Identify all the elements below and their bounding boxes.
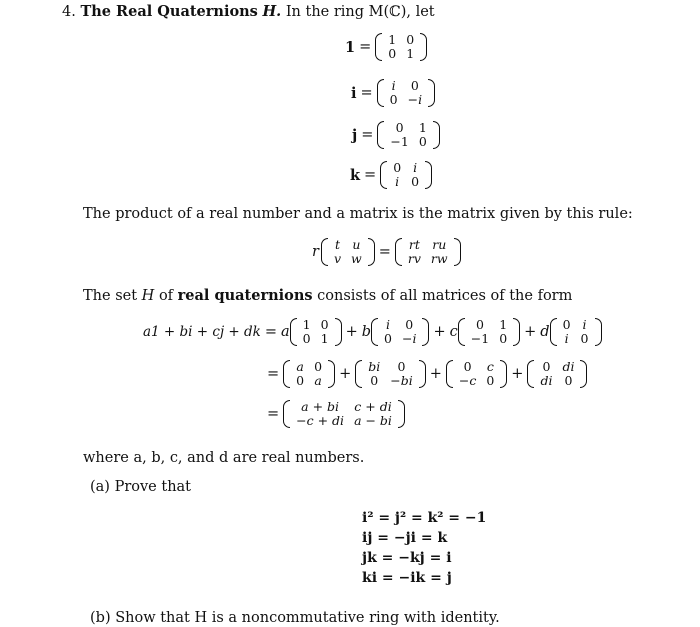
expansion-line-3: = a + bi c + di −c + di a − bi: [263, 400, 405, 428]
matrix-cell: 0: [475, 317, 484, 332]
matrix-cell: 0: [395, 120, 404, 135]
matrix-cell: u: [352, 237, 361, 252]
scalar-rule-text: The product of a real number and a matrix is the matrix given by this rule:: [83, 206, 633, 222]
matrix-cell: 0: [397, 359, 406, 374]
part-a-label: (a) Prove that: [90, 479, 192, 495]
matrix-cell: 1: [499, 317, 508, 332]
matrix-cell: −i: [407, 92, 423, 107]
matrix-cell: t: [334, 237, 340, 252]
problem-title: The Real Quaternions: [80, 3, 258, 20]
where-text: where a, b, c, and d are real numbers.: [83, 450, 365, 466]
identity-line: i² = j² = k² = −1: [362, 510, 487, 526]
unit-k-equation: k = 0 i i 0: [350, 161, 432, 189]
matrix-cell: 0: [302, 331, 311, 346]
matrix-cell: i: [564, 331, 569, 346]
matrix-cell: di: [540, 373, 553, 388]
matrix-c-part: [446, 360, 507, 388]
matrix-cell: 0: [564, 373, 573, 388]
matrix-cell: ru: [432, 237, 447, 252]
matrix-b-part: [355, 360, 425, 388]
matrix-cell: 0: [410, 78, 419, 93]
matrix-cell: 0: [388, 46, 397, 61]
matrix-cell: v: [333, 251, 341, 266]
identity-line: ki = −ik = j: [362, 570, 452, 586]
matrix-cell: 0: [384, 331, 392, 346]
matrix-cell: 0: [463, 359, 472, 374]
matrix-cell: di: [562, 359, 575, 374]
unit-i-equation: i = i 0 0 −i: [351, 79, 435, 107]
matrix-cell: a + bi: [301, 399, 340, 414]
unit-j-equation: j = 0 1 −1 0: [352, 121, 440, 149]
matrix-cell: 0: [314, 359, 323, 374]
matrix-cell: 0: [370, 373, 379, 388]
unit-k-matrix: [380, 161, 432, 189]
matrix-cell: 0: [320, 317, 329, 332]
matrix-cell: 0: [418, 134, 427, 149]
problem-title-symbol: H.: [262, 3, 282, 20]
unit-i-matrix-copy: [371, 318, 429, 346]
set-bold-term: real quaternions: [177, 287, 313, 304]
scalar-lhs-matrix: [321, 238, 375, 266]
unit-one-equation: 1 = 1 0 0 1: [345, 33, 427, 61]
scalar-symbol: r: [312, 244, 319, 260]
quaternion-matrix: [283, 400, 405, 428]
matrix-cell: 0: [542, 359, 551, 374]
unit-k-label: k: [350, 166, 361, 184]
coef-a: a: [281, 324, 290, 340]
set-text-before: The set: [83, 288, 138, 304]
identity-list: [362, 508, 486, 588]
unit-one-matrix: [375, 33, 427, 61]
matrix-cell: i: [386, 317, 390, 332]
matrix-cell: bi: [368, 359, 381, 374]
matrix-cell: i: [391, 78, 396, 93]
unit-j-matrix-copy: [458, 318, 520, 346]
matrix-cell: rt: [408, 237, 420, 252]
matrix-cell: −c: [458, 373, 477, 388]
matrix-cell: 1: [418, 120, 427, 135]
unit-i-matrix: [377, 79, 435, 107]
matrix-cell: −1: [390, 134, 409, 149]
matrix-cell: 0: [499, 331, 508, 346]
matrix-cell: 1: [406, 46, 415, 61]
matrix-cell: i: [582, 317, 587, 332]
problem-intro: In the ring M(ℂ), let: [285, 4, 435, 20]
matrix-d-part: [527, 360, 587, 388]
unit-one-label: 1: [345, 38, 356, 56]
part-b-label: (b) Show that H is a noncommutative ring with identity.: [90, 610, 500, 626]
matrix-cell: 0: [393, 160, 402, 175]
matrix-cell: 0: [406, 32, 415, 47]
expansion-line-2: = a 0 0 a + bi 0 0 −bi + 0 c −c 0 + 0 di di 0: [263, 360, 587, 388]
matrix-cell: rw: [430, 251, 448, 266]
matrix-cell: 0: [486, 373, 495, 388]
matrix-cell: 0: [411, 174, 420, 189]
matrix-cell: 0: [389, 92, 398, 107]
matrix-cell: 1: [388, 32, 397, 47]
matrix-cell: 0: [405, 317, 414, 332]
matrix-cell: 0: [562, 317, 571, 332]
scalar-rule-equation: r t u v w = rt ru rv rw: [312, 238, 461, 266]
matrix-cell: 1: [302, 317, 311, 332]
problem-number: 4.: [62, 4, 76, 20]
matrix-cell: 1: [320, 331, 329, 346]
unit-i-label: i: [351, 84, 357, 102]
matrix-cell: a: [314, 373, 322, 388]
set-symbol: H: [141, 288, 155, 304]
matrix-cell: a: [296, 359, 304, 374]
coef-c: c: [449, 324, 458, 340]
unit-j-label: j: [352, 126, 358, 144]
set-text-after: consists of all matrices of the form: [317, 288, 573, 304]
matrix-cell: i: [395, 174, 400, 189]
problem-heading: [62, 3, 435, 21]
matrix-a-part: [283, 360, 335, 388]
matrix-cell: −i: [401, 331, 417, 346]
matrix-cell: −1: [470, 331, 490, 346]
matrix-cell: a − bi: [354, 413, 392, 428]
matrix-cell: c: [486, 359, 494, 374]
matrix-cell: i: [413, 160, 418, 175]
matrix-cell: −c + di: [296, 413, 345, 428]
coef-d: d: [540, 324, 550, 340]
unit-k-matrix-copy: [550, 318, 602, 346]
coef-b: b: [361, 324, 372, 340]
set-text-mid: of: [158, 288, 174, 304]
matrix-cell: w: [351, 251, 362, 266]
identity-line: jk = −kj = i: [362, 550, 452, 566]
unit-one-matrix-copy: [290, 318, 342, 346]
expansion-line-1: a1 + bi + cj + dk = a 1 0 0 1 + b i 0 0 −i + c 0 1 −1 0 + d 0 i i 0: [143, 318, 602, 346]
matrix-cell: −bi: [390, 373, 413, 388]
matrix-cell: c + di: [354, 399, 392, 414]
matrix-cell: 0: [580, 331, 589, 346]
scalar-rhs-matrix: [395, 238, 461, 266]
unit-j-matrix: [377, 121, 439, 149]
identity-line: ij = −ji = k: [362, 530, 448, 546]
matrix-cell: 0: [296, 373, 305, 388]
set-definition: [83, 287, 572, 305]
matrix-cell: rv: [407, 251, 421, 266]
expansion-lhs: a1 + bi + cj + dk: [143, 324, 261, 340]
